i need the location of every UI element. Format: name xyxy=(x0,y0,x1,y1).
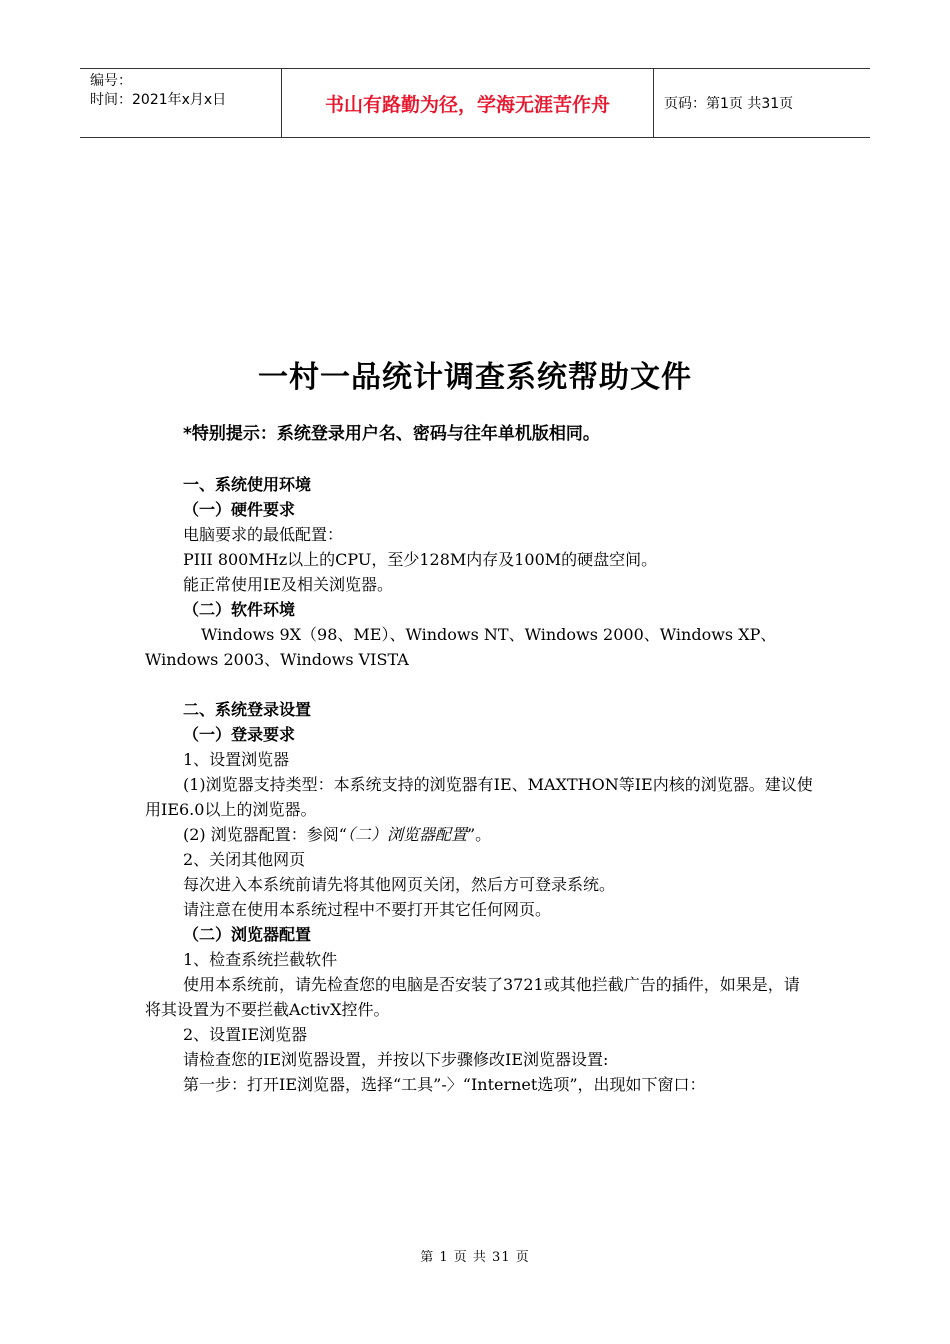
section2-sub1: （一）登录要求 xyxy=(183,725,296,744)
special-note: *特别提示：系统登录用户名、密码与往年单机版相同。 xyxy=(183,424,600,444)
section1-sub2: （二）软件环境 xyxy=(183,600,296,619)
paragraph: 请检查您的IE浏览器设置，并按以下步骤修改IE浏览器设置: xyxy=(183,1050,609,1069)
paragraph: 1、设置浏览器 xyxy=(183,750,290,769)
document-title: 一村一品统计调查系统帮助文件 xyxy=(258,360,692,395)
paragraph: 使用本系统前，请先检查您的电脑是否安装了3721或其他拦截广告的插件，如果是，请将其设置为不要拦截ActivX控件。 xyxy=(145,975,800,1019)
header-meta xyxy=(80,69,282,137)
section2-heading: 二、系统登录设置 xyxy=(183,700,312,719)
number-label: 编号： xyxy=(90,73,132,89)
ref-suffix: ”。 xyxy=(466,825,492,844)
paragraph: 能正常使用IE及相关浏览器。 xyxy=(183,575,394,594)
paragraph: 2、设置IE浏览器 xyxy=(183,1025,308,1044)
paragraph: 请注意在使用本系统过程中不要打开其它任何网页。 xyxy=(183,900,552,919)
paragraph: 电脑要求的最低配置： xyxy=(183,525,344,544)
ref-prefix: (2) 浏览器配置：参阅“ xyxy=(183,825,347,844)
header-motto: 书山有路勤为径，学海无涯苦作舟 xyxy=(282,69,654,137)
paragraph: (1)浏览器支持类型：本系统支持的浏览器有IE、MAXTHON等IE内核的浏览器。建议使用IE6.0以上的浏览器。 xyxy=(145,775,813,819)
page-footer: 第 1 页 共 31 页 xyxy=(420,1250,530,1265)
paragraph: PIII 800MHz以上的CPU，至少128M内存及100M的硬盘空间。 xyxy=(183,550,658,569)
time-label: 时间：2021年x月x日 xyxy=(90,92,227,108)
paragraph xyxy=(145,822,815,847)
page-header xyxy=(80,68,870,138)
section1-heading: 一、系统使用环境 xyxy=(183,475,312,494)
section1-sub1: （一）硬件要求 xyxy=(183,500,296,519)
section2-sub2: （二）浏览器配置 xyxy=(183,925,312,944)
paragraph: 2、关闭其他网页 xyxy=(183,850,306,869)
header-page-info: 页码：第1页 共31页 xyxy=(664,96,794,112)
document-body xyxy=(145,422,815,1097)
paragraph: Windows 9X（98、ME）、Windows NT、Windows 2000、Windows XP、Windows 2003、Windows VISTA xyxy=(145,625,777,669)
paragraph: 每次进入本系统前请先将其他网页关闭，然后方可登录系统。 xyxy=(183,875,616,894)
paragraph: 第一步：打开IE浏览器，选择“工具”-〉“Internet选项”，出现如下窗口： xyxy=(183,1075,706,1094)
cross-reference-link[interactable]: （二）浏览器配置 xyxy=(346,825,467,844)
paragraph: 1、检查系统拦截软件 xyxy=(183,950,338,969)
